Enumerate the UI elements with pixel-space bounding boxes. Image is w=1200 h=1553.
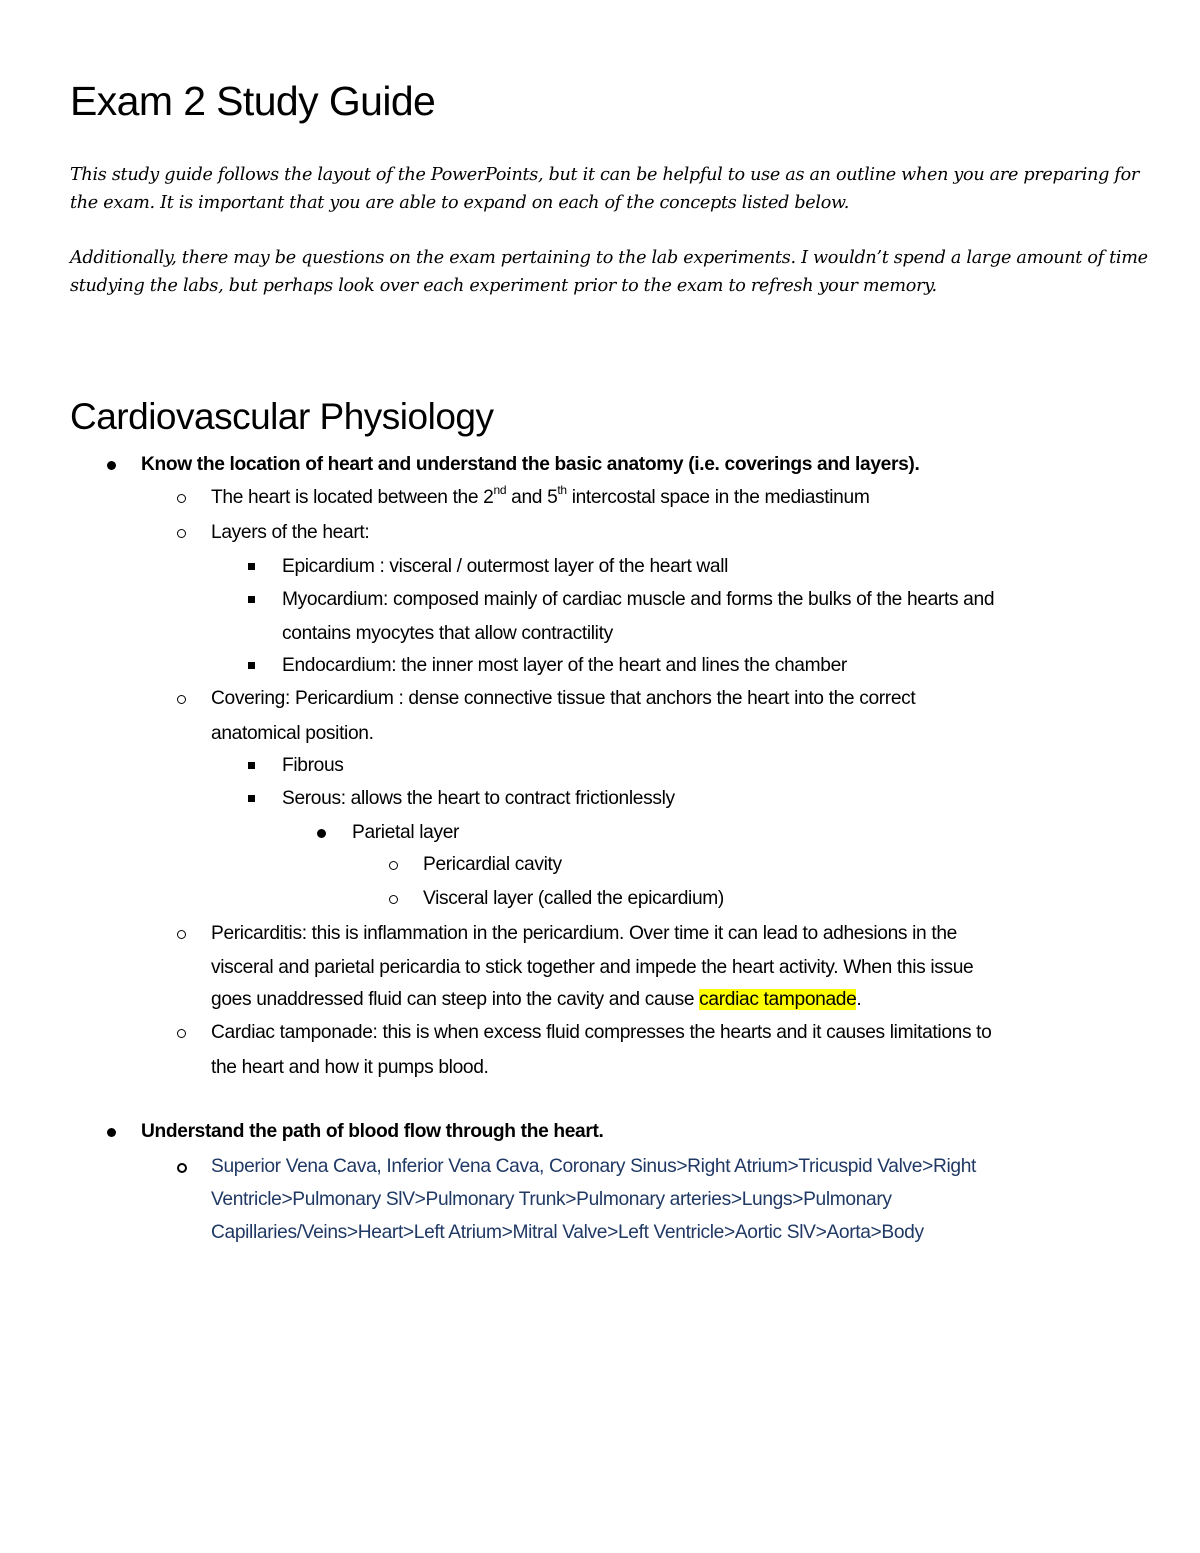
blood-path-line3: Capillaries/Veins>Heart>Left Atrium>Mitral Valve>Left Ventricle>Aortic SlV>Aorta>Body <box>211 1222 924 1243</box>
serous-text: Serous: allows the heart to contract frictionlessly <box>282 788 675 809</box>
pericarditis-text-line3: goes unaddressed fluid can steep into the cavity and cause cardiac tamponade. <box>211 989 862 1010</box>
page-title: Exam 2 Study Guide <box>70 78 436 124</box>
pericardial-cavity-text: Pericardial cavity <box>423 854 562 875</box>
bullet-know-location: Know the location of heart and understand the basic anatomy (i.e. coverings and layers). <box>141 454 920 475</box>
bullet-circle-icon <box>177 1029 186 1038</box>
intro-paragraph-2: Additionally, there may be questions on the exam pertaining to the lab experiments. I wouldn’t spend a large amount of time studying the labs, but perhaps look over each experiment prior to the exam to refresh your memory. <box>70 248 1148 296</box>
pericarditis-text-line1: Pericarditis: this is inflammation in the pericardium. Over time it can lead to adhesions in the <box>211 923 957 944</box>
bullet-circle-icon <box>389 861 398 870</box>
bullet-circle-icon <box>177 529 186 538</box>
bullet-circle-icon <box>177 930 186 939</box>
bullet-square-icon <box>248 563 255 570</box>
bullet-square-icon <box>248 662 255 669</box>
heart-location-text: The heart is located between the 2nd and 5th intercostal space in the mediastinum <box>211 482 870 508</box>
bullet-circle-icon <box>177 1163 187 1173</box>
bullet-disc-icon <box>317 829 326 838</box>
covering-text-line1: Covering: Pericardium : dense connective tissue that anchors the heart into the correct <box>211 688 916 709</box>
bullet-square-icon <box>248 596 255 603</box>
endocardium-text: Endocardium: the inner most layer of the heart and lines the chamber <box>282 655 847 676</box>
myocardium-text-line2: contains myocytes that allow contractility <box>282 623 613 644</box>
bullet-circle-icon <box>389 895 398 904</box>
bullet-disc-icon <box>107 461 116 470</box>
section-heading: Cardiovascular Physiology <box>70 396 494 437</box>
tamponade-text-line2: the heart and how it pumps blood. <box>211 1057 489 1078</box>
fibrous-text: Fibrous <box>282 755 344 776</box>
myocardium-text-line1: Myocardium: composed mainly of cardiac muscle and forms the bulks of the hearts and <box>282 589 995 610</box>
visceral-layer-text: Visceral layer (called the epicardium) <box>423 888 724 909</box>
blood-path-line2: Ventricle>Pulmonary SlV>Pulmonary Trunk>Pulmonary arteries>Lungs>Pulmonary <box>211 1189 892 1210</box>
blood-path-line1: Superior Vena Cava, Inferior Vena Cava, Coronary Sinus>Right Atrium>Tricuspid Valve>Right <box>211 1156 977 1177</box>
bullet-circle-icon <box>177 494 186 503</box>
layers-label: Layers of the heart: <box>211 522 370 543</box>
highlighted-term: cardiac tamponade <box>699 989 857 1010</box>
bullet-blood-flow: Understand the path of blood flow through the heart. <box>141 1121 604 1142</box>
parietal-layer-text: Parietal layer <box>352 822 460 843</box>
intro-paragraph-1: This study guide follows the layout of the PowerPoints, but it can be helpful to use as an outline when you are preparing for the exam. It is important that you are able to expand on each of the concepts listed below. <box>70 165 1140 213</box>
bullet-square-icon <box>248 762 255 769</box>
tamponade-text-line1: Cardiac tamponade: this is when excess fluid compresses the hearts and it causes limitations to <box>211 1022 992 1043</box>
bullet-circle-icon <box>177 695 186 704</box>
bullet-disc-icon <box>107 1128 116 1137</box>
pericarditis-text-line2: visceral and parietal pericardia to stick together and impede the heart activity. When this issue <box>211 957 974 978</box>
covering-text-line2: anatomical position. <box>211 723 374 744</box>
bullet-square-icon <box>248 795 255 802</box>
epicardium-text: Epicardium : visceral / outermost layer of the heart wall <box>282 556 729 577</box>
